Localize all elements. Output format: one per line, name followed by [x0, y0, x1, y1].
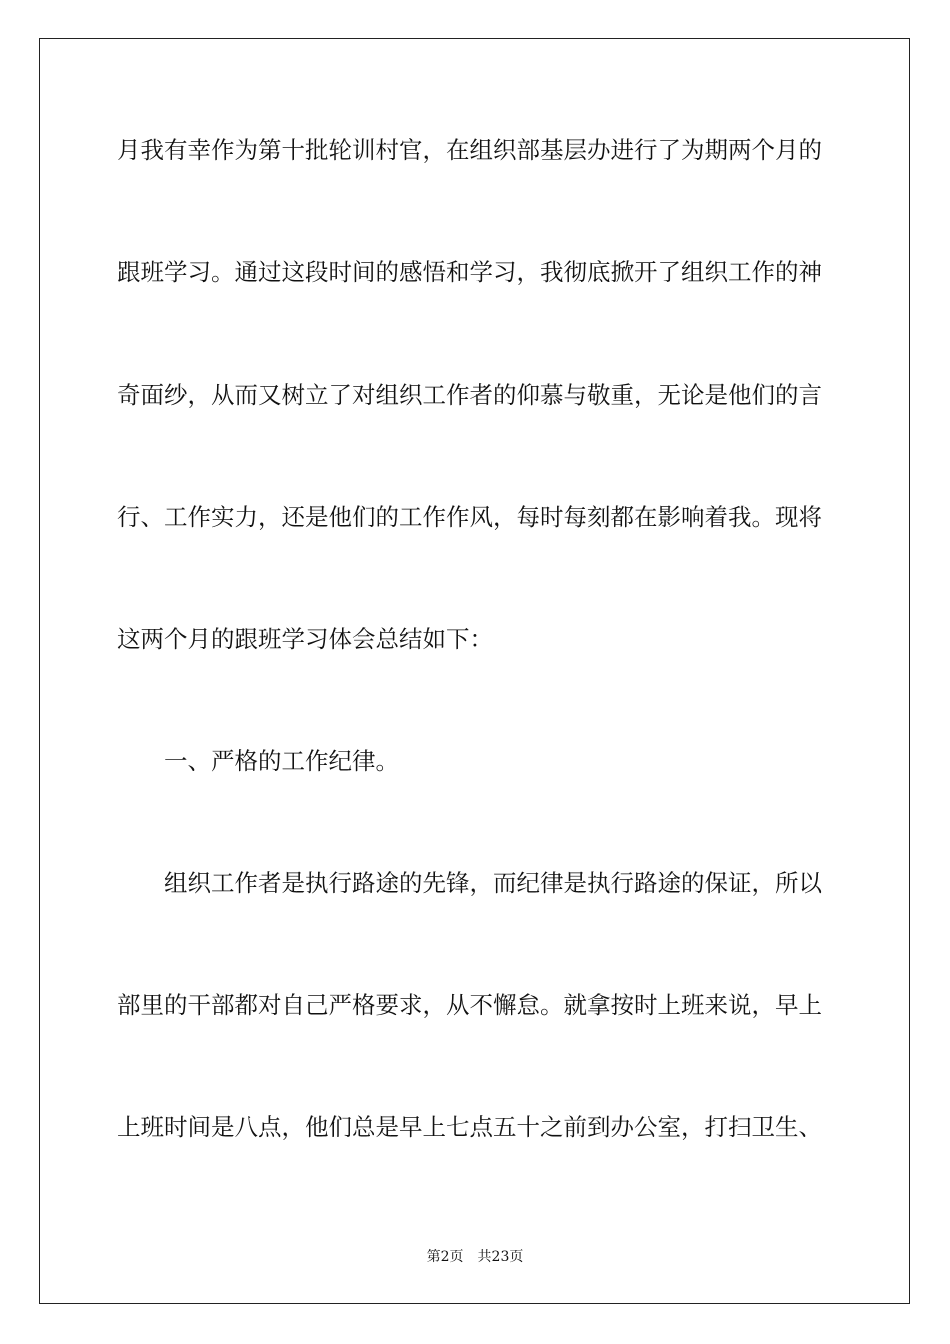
text-line-2: 跟班学习。通过这段时间的感悟和学习，我彻底掀开了组织工作的神 — [117, 258, 822, 286]
section-heading: 一、严格的工作纪律。 — [164, 747, 399, 775]
text-line-3: 奇面纱，从而又树立了对组织工作者的仰慕与敬重，无论是他们的言 — [117, 381, 822, 409]
page-number: 第2页 — [426, 1249, 464, 1265]
text-line-1: 月我有幸作为第十批轮训村官，在组织部基层办进行了为期两个月的 — [117, 136, 822, 164]
text-line-9: 上班时间是八点，他们总是早上七点五十之前到办公室，打扫卫生、 — [117, 1113, 822, 1141]
text-line-8: 部里的干部都对自己严格要求，从不懈怠。就拿按时上班来说，早上 — [117, 991, 822, 1019]
text-line-5: 这两个月的跟班学习体会总结如下： — [117, 625, 493, 653]
text-line-7: 组织工作者是执行路途的先锋，而纪律是执行路途的保证，所以 — [164, 869, 822, 897]
page-footer — [0, 1248, 950, 1266]
text-line-4: 行、工作实力，还是他们的工作作风，每时每刻都在影响着我。现将 — [117, 503, 822, 531]
page-total: 共23页 — [477, 1249, 524, 1265]
